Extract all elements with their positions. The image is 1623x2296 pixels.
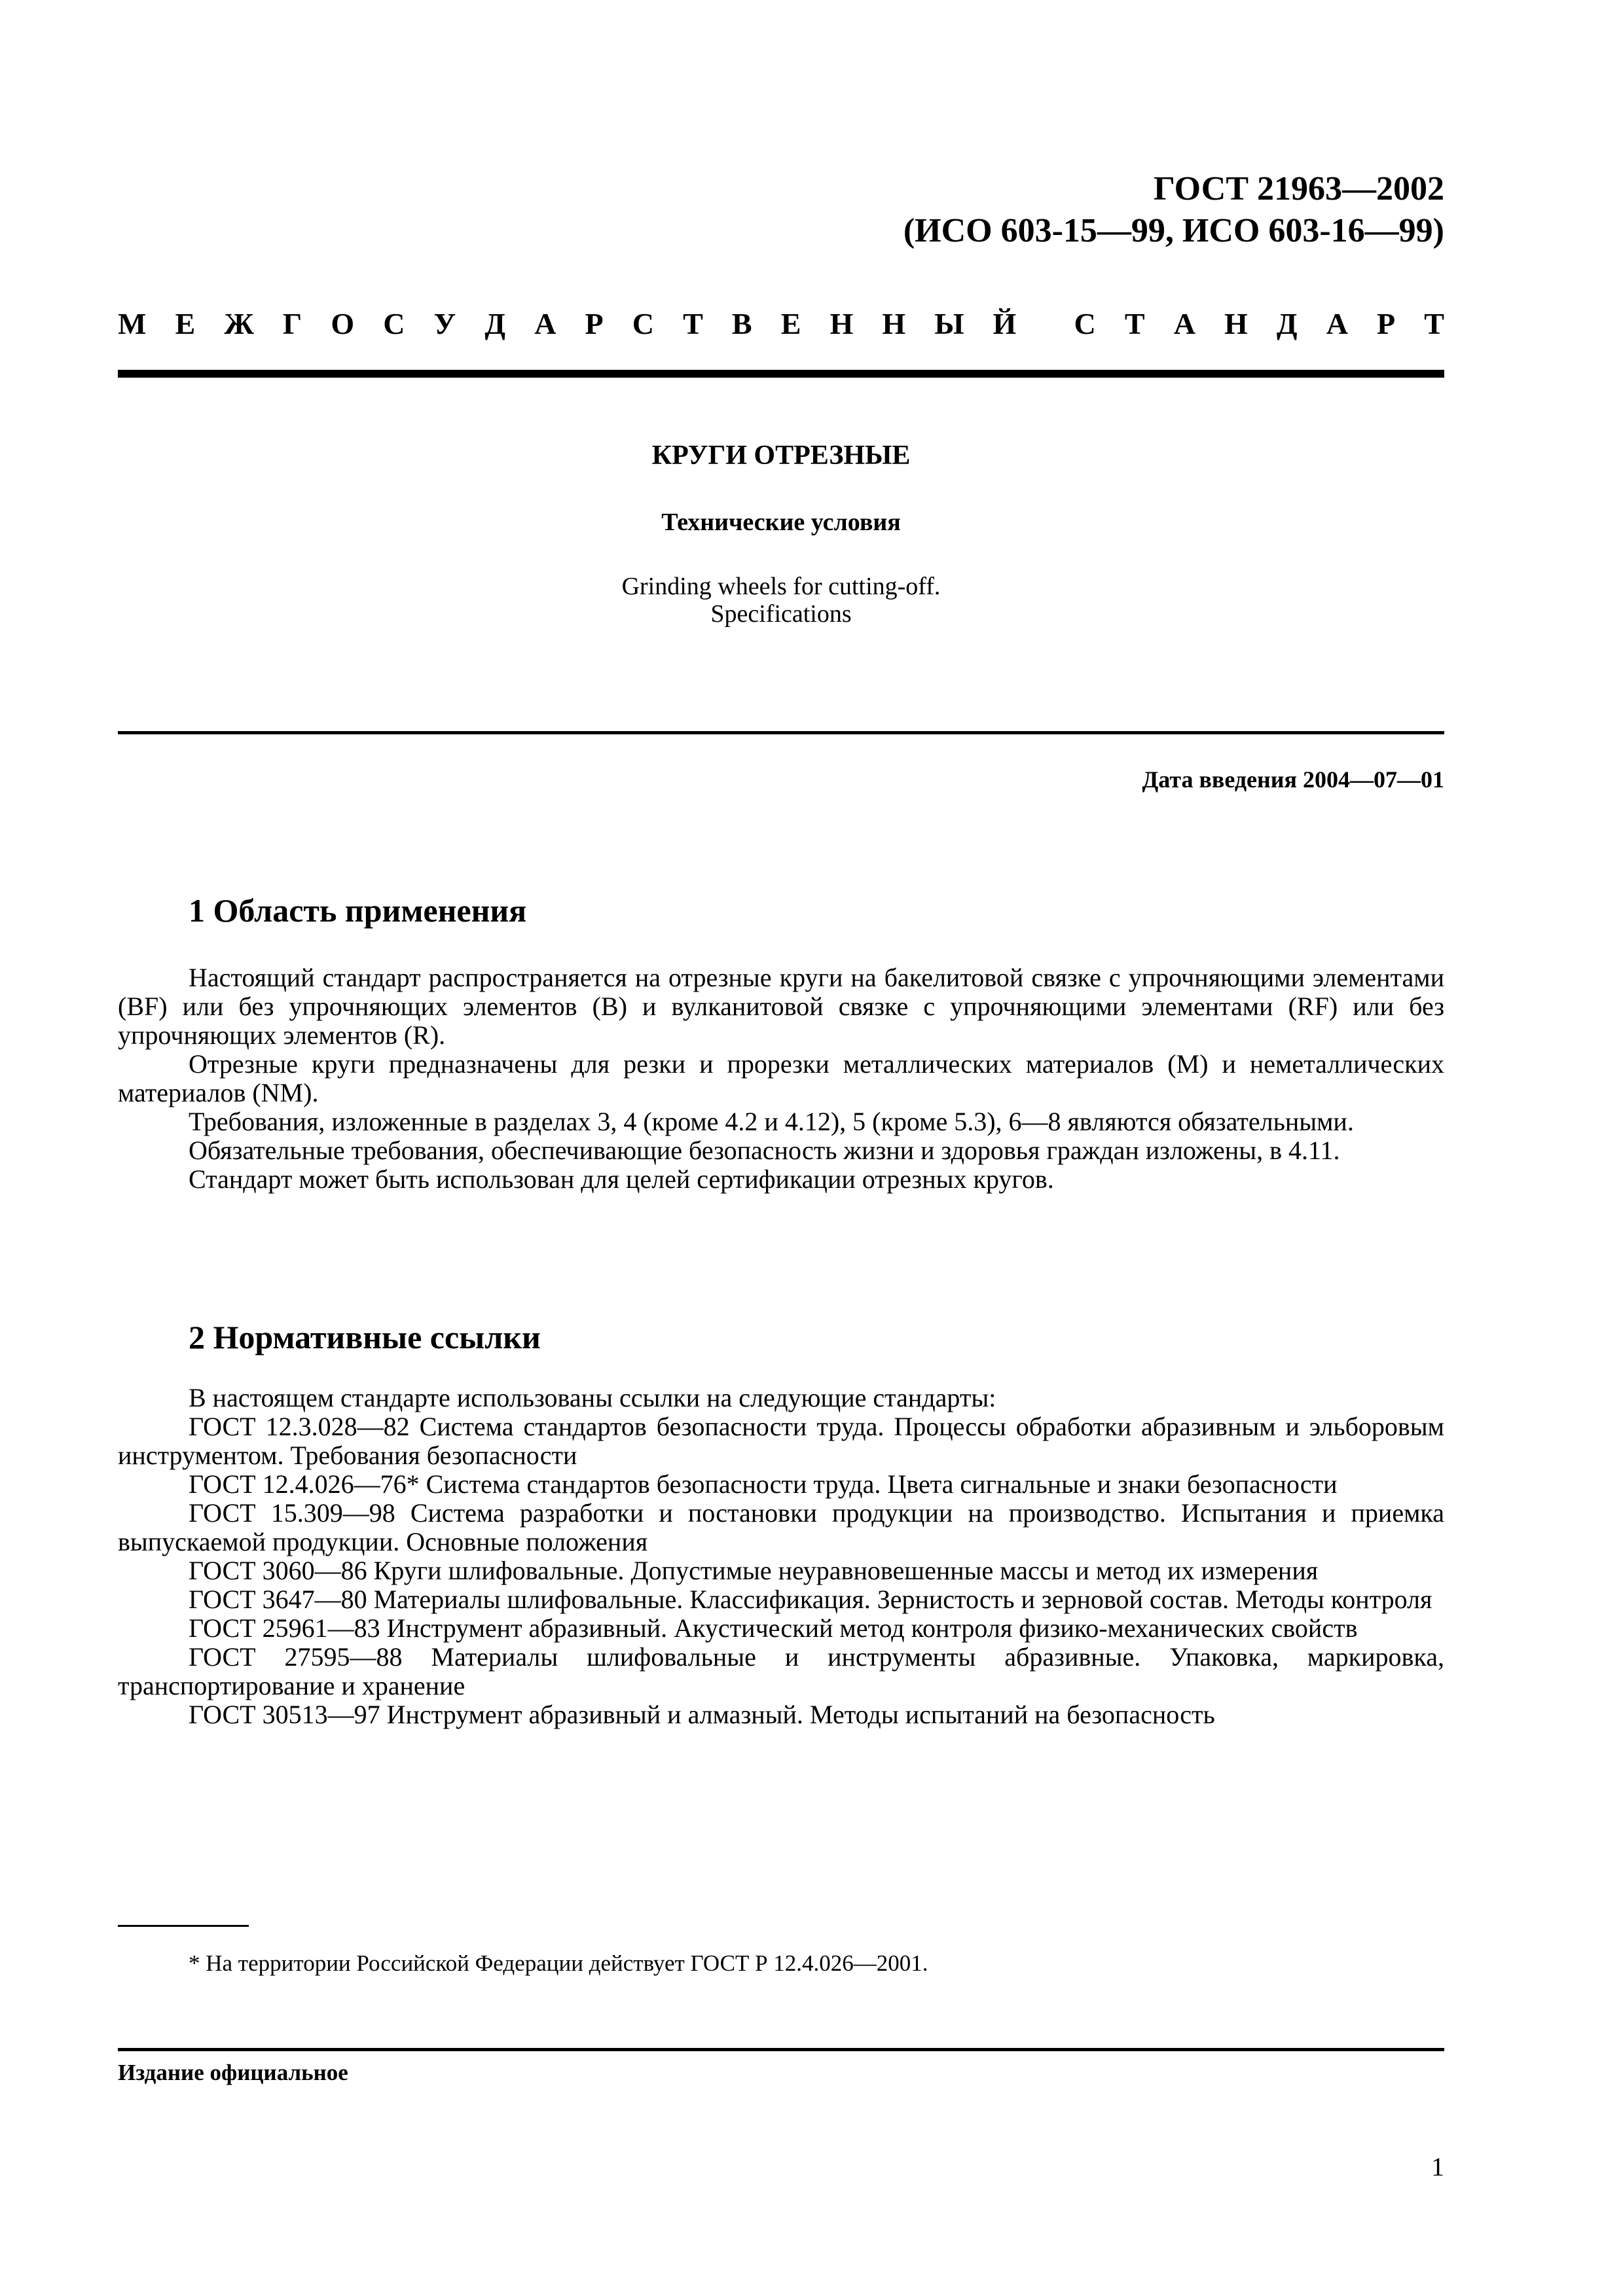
banner-letter: О bbox=[331, 307, 355, 340]
banner-letter: Н bbox=[882, 307, 906, 340]
banner-letter: М bbox=[118, 307, 147, 340]
banner-letter: А bbox=[1326, 307, 1348, 340]
banner-letter: Ж bbox=[224, 307, 254, 340]
banner-letter: Ы bbox=[934, 307, 964, 340]
official-edition-label: Издание официальное bbox=[118, 2060, 348, 2085]
paragraph: Настоящий стандарт распространяется на отрезные круги на бакелитовой связке с упрочняющими элементами (BF) или без упрочняющих элементов (B) и вулканитовой связке с упрочняющими элементами (RF) или без упрочняющих элементов (R). bbox=[118, 963, 1444, 1050]
banner-letter: Д bbox=[484, 307, 506, 340]
document-title: КРУГИ ОТРЕЗНЫЕ bbox=[651, 440, 911, 471]
title-rule bbox=[118, 731, 1444, 734]
section-heading: 1 Область применения bbox=[189, 892, 527, 929]
document-subtitle: Технические условия bbox=[661, 509, 901, 536]
banner-letter: Р bbox=[1377, 307, 1396, 340]
paragraph: В настоящем стандарте использованы ссылки на следующие стандарты: bbox=[189, 1383, 996, 1412]
banner-letter: С bbox=[632, 307, 654, 340]
reference-item: ГОСТ 3647—80 Материалы шлифовальные. Классификация. Зернистость и зерновой состав. Методы контроля bbox=[189, 1585, 1432, 1614]
reference-item: ГОСТ 3060—86 Круги шлифовальные. Допустимые неуравновешенные массы и метод их измерения bbox=[189, 1556, 1319, 1585]
banner-letter: Й bbox=[993, 307, 1017, 340]
banner-letter: В bbox=[731, 307, 752, 340]
paragraph: Стандарт может быть использован для целей сертификации отрезных кругов. bbox=[189, 1164, 1054, 1194]
banner-letter: У bbox=[433, 307, 456, 340]
banner-letter: А bbox=[534, 307, 556, 340]
section-body bbox=[118, 963, 1444, 1194]
reference-item: ГОСТ 30513—97 Инструмент абразивный и алмазный. Методы испытаний на безопасность bbox=[189, 1700, 1215, 1729]
banner-letter: Н bbox=[830, 307, 854, 340]
reference-item: ГОСТ 27595—88 Материалы шлифовальные и инструменты абразивные. Упаковка, маркировка, транспортирование и хранение bbox=[118, 1642, 1444, 1700]
iso-equivalent: (ИСО 603-15—99, ИСО 603-16—99) bbox=[903, 212, 1444, 249]
paragraph: Требования, изложенные в разделах 3, 4 (кроме 4.2 и 4.12), 5 (кроме 5.3), 6—8 являются обязательными. bbox=[189, 1107, 1354, 1136]
banner-letter: С bbox=[383, 307, 405, 340]
page-number: 1 bbox=[1431, 2152, 1444, 2181]
banner-letter: Е bbox=[175, 307, 196, 340]
banner-letter: Т bbox=[683, 307, 703, 340]
reference-item: ГОСТ 25961—83 Инструмент абразивный. Акустический метод контроля физико-механических свойств bbox=[189, 1613, 1358, 1643]
banner-letter: Г bbox=[282, 307, 302, 340]
reference-item: ГОСТ 12.4.026—76* Система стандартов безопасности труда. Цвета сигнальные и знаки безопасности bbox=[189, 1469, 1338, 1499]
banner-letter: Н bbox=[1224, 307, 1248, 340]
footnote-rule bbox=[118, 1925, 249, 1927]
banner-letter: С bbox=[1074, 307, 1096, 340]
banner-letter: Д bbox=[1276, 307, 1298, 340]
header-rule bbox=[118, 370, 1444, 378]
paragraph: Обязательные требования, обеспечивающие безопасность жизни и здоровья граждан изложены, в 4.11. bbox=[189, 1136, 1340, 1165]
reference-item: ГОСТ 12.3.028—82 Система стандартов безопасности труда. Процессы обработки абразивным и эльборовым инструментом. Требования безопасности bbox=[118, 1412, 1444, 1470]
footer-rule bbox=[118, 2048, 1444, 2051]
reference-item: ГОСТ 15.309—98 Система разработки и постановки продукции на производство. Испытания и приемка выпускаемой продукции. Основные положения bbox=[118, 1498, 1444, 1556]
effective-date: Дата введения 2004—07—01 bbox=[1142, 766, 1444, 793]
english-title: Grinding wheels for cutting-off. bbox=[621, 573, 941, 600]
interstate-standard-banner bbox=[118, 306, 1444, 341]
section-heading: 2 Нормативные ссылки bbox=[189, 1319, 541, 1355]
banner-letter: А bbox=[1173, 307, 1195, 340]
banner-letter: Т bbox=[1124, 307, 1145, 340]
section-body bbox=[118, 1384, 1444, 1729]
standard-number: ГОСТ 21963—2002 bbox=[1153, 170, 1444, 207]
banner-letter: Е bbox=[780, 307, 801, 340]
banner-letter: Т bbox=[1424, 307, 1444, 340]
banner-letter: Р bbox=[585, 307, 604, 340]
english-subtitle: Specifications bbox=[710, 600, 852, 628]
footnote: * На территории Российской Федерации действует ГОСТ Р 12.4.026—2001. bbox=[189, 1950, 928, 1976]
paragraph: Отрезные круги предназначены для резки и прорезки металлических материалов (M) и неметаллических материалов (NM). bbox=[118, 1049, 1444, 1107]
